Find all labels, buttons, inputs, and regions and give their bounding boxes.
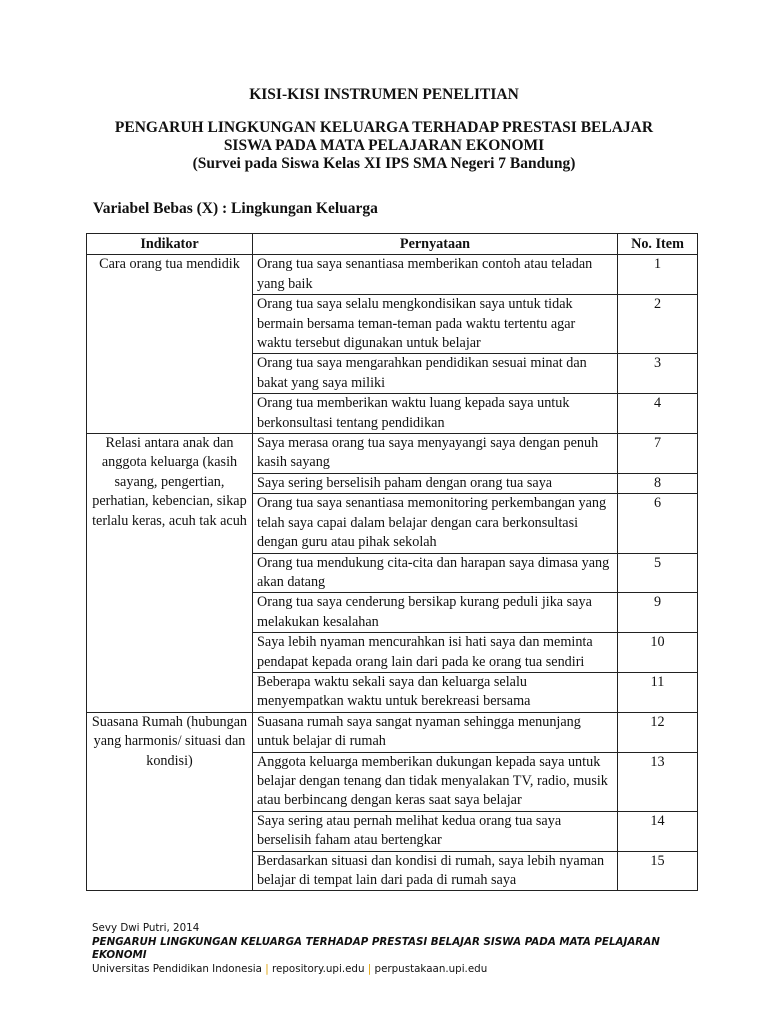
footer-institution: Universitas Pendidikan Indonesia [92, 962, 262, 975]
item-number-cell: 12 [618, 712, 698, 752]
instrument-table [86, 233, 698, 891]
statement-cell: Beberapa waktu sekali saya dan keluarga selalu menyempatkan waktu untuk berekreasi bersama [253, 672, 618, 712]
item-number-cell: 7 [618, 434, 698, 474]
item-number-cell: 13 [618, 752, 698, 811]
table-row [87, 434, 698, 474]
statement-cell: Orang tua saya senantiasa memonitoring perkembangan yang telah saya capai dalam belajar dengan cara berkonsultasi dengan guru atau pihak sekolah [253, 494, 618, 553]
statement-cell: Orang tua memberikan waktu luang kepada saya untuk berkonsultasi tentang pendidikan [253, 394, 618, 434]
header-pernyataan: Pernyataan [253, 234, 618, 255]
document-title: KISI-KISI INSTRUMEN PENELITIAN [249, 86, 519, 103]
statement-cell: Saya merasa orang tua saya menyayangi saya dengan penuh kasih sayang [253, 434, 618, 474]
table-header-row [87, 234, 698, 255]
document-subtitle [0, 119, 768, 173]
header-no-item: No. Item [618, 234, 698, 255]
item-number-cell: 15 [618, 851, 698, 891]
item-number-cell: 14 [618, 811, 698, 851]
statement-cell: Orang tua saya mengarahkan pendidikan sesuai minat dan bakat yang saya miliki [253, 354, 618, 394]
table-row [87, 255, 698, 295]
subtitle-line: (Survei pada Siswa Kelas XI IPS SMA Negeri 7 Bandung) [192, 155, 576, 172]
indicator-cell: Suasana Rumah (hubungan yang harmonis/ situasi dan kondisi) [87, 712, 253, 891]
item-number-cell: 11 [618, 672, 698, 712]
variable-label: Variabel Bebas (X) : Lingkungan Keluarga [93, 200, 378, 217]
statement-cell: Orang tua saya cenderung bersikap kurang peduli jika saya melakukan kesalahan [253, 593, 618, 633]
indicator-cell: Relasi antara anak dan anggota keluarga (kasih sayang, pengertian, perhatian, kebencian, sikap terlalu keras, acuh tak acuh [87, 434, 253, 713]
item-number-cell: 5 [618, 553, 698, 593]
footer-title-line2: EKONOMI [92, 949, 147, 962]
footer-repository-link[interactable]: repository.upi.edu [272, 962, 365, 975]
statement-cell: Orang tua mendukung cita-cita dan harapan saya dimasa yang akan datang [253, 553, 618, 593]
footer-links [92, 963, 660, 977]
header-indikator: Indikator [87, 234, 253, 255]
statement-cell: Saya sering berselisih paham dengan orang tua saya [253, 473, 618, 493]
item-number-cell: 3 [618, 354, 698, 394]
statement-cell: Orang tua saya selalu mengkondisikan saya untuk tidak bermain bersama teman-teman pada waktu tertentu agar waktu tersebut digunakan untuk belajar [253, 295, 618, 354]
item-number-cell: 10 [618, 633, 698, 673]
statement-cell: Anggota keluarga memberikan dukungan kepada saya untuk belajar dengan tenang dan tidak menyalakan TV, radio, musik atau berbincang dengan keras saat saya belajar [253, 752, 618, 811]
page-footer [92, 922, 660, 976]
item-number-cell: 8 [618, 473, 698, 493]
statement-cell: Orang tua saya senantiasa memberikan contoh atau teladan yang baik [253, 255, 618, 295]
footer-title-line1: PENGARUH LINGKUNGAN KELUARGA TERHADAP PRESTASI BELAJAR SISWA PADA MATA PELAJARAN [92, 935, 660, 948]
footer-separator: | [367, 962, 372, 975]
subtitle-line: PENGARUH LINGKUNGAN KELUARGA TERHADAP PRESTASI BELAJAR [114, 119, 654, 136]
item-number-cell: 2 [618, 295, 698, 354]
item-number-cell: 1 [618, 255, 698, 295]
footer-separator: | [265, 962, 269, 975]
subtitle-line: SISWA PADA MATA PELAJARAN EKONOMI [223, 137, 545, 154]
statement-cell: Saya sering atau pernah melihat kedua orang tua saya berselisih faham atau bertengkar [253, 811, 618, 851]
table-row [87, 712, 698, 752]
statement-cell: Saya lebih nyaman mencurahkan isi hati saya dan meminta pendapat kepada orang lain dari pada ke orang tua sendiri [253, 633, 618, 673]
indicator-cell: Cara orang tua mendidik [87, 255, 253, 434]
item-number-cell: 9 [618, 593, 698, 633]
statement-cell: Suasana rumah saya sangat nyaman sehingga menunjang untuk belajar di rumah [253, 712, 618, 752]
item-number-cell: 4 [618, 394, 698, 434]
table-body [87, 255, 698, 891]
footer-library-link[interactable]: perpustakaan.upi.edu [374, 962, 488, 975]
footer-author: Sevy Dwi Putri, 2014 [92, 922, 200, 934]
item-number-cell: 6 [618, 494, 698, 553]
statement-cell: Berdasarkan situasi dan kondisi di rumah, saya lebih nyaman belajar di tempat lain dari pada di rumah saya [253, 851, 618, 891]
